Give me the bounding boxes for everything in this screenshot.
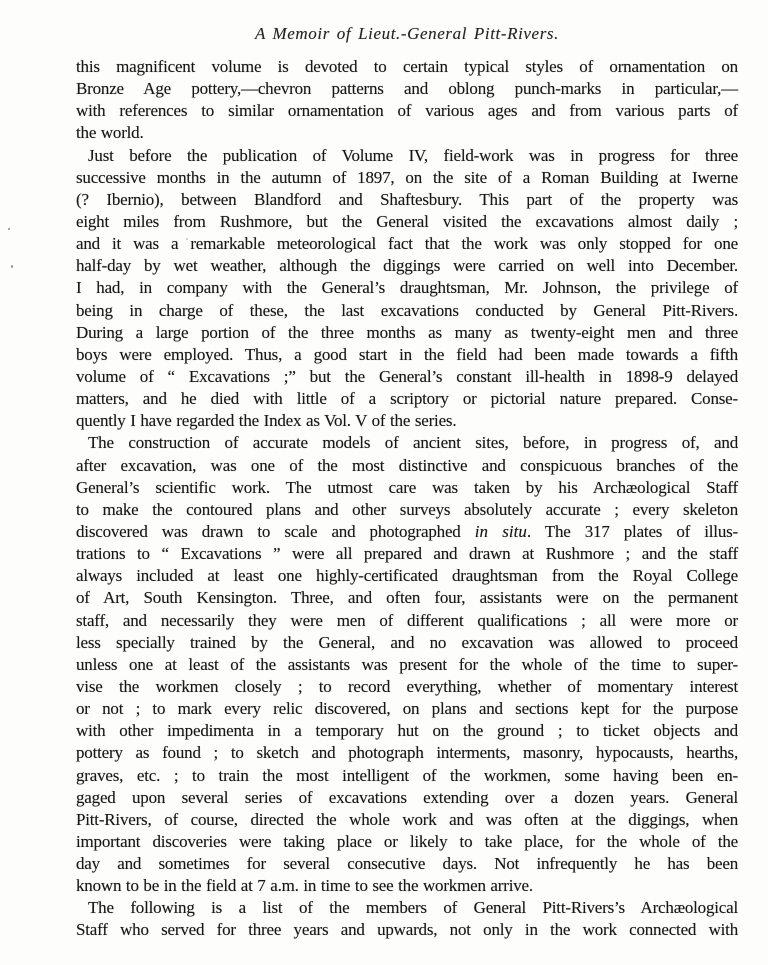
- text-line: Pitt-Rivers, of course, directed the whole work and was often at the diggings, when: [76, 809, 738, 829]
- page-title: A Memoir of Lieut.-General Pitt-Rivers.: [255, 24, 559, 43]
- text-line: of Art, South Kensington. Three, and often four, assistants were on the permanent: [76, 588, 738, 608]
- text-line: Staff who served for three years and upwards, not only in the work connected with: [76, 920, 738, 940]
- text-line: with other impedimenta in a temporary hut on the ground ; to ticket objects and: [76, 721, 738, 741]
- text-line: discovered was drawn to scale and photographed in situ. The 317 plates of illus-: [76, 521, 738, 541]
- text-line: staff, and necessarily they were men of different qualifications ; all were more or: [76, 610, 738, 630]
- text-line: known to be in the field at 7 a.m. in time to see the workmen arrive.: [76, 876, 533, 896]
- text-line: I had, in company with the General’s draughtsman, Mr. Johnson, the privilege of: [76, 278, 738, 298]
- text-line: (? Ibernio), between Blandford and Shaftesbury. This part of the property was: [76, 189, 738, 209]
- text-line: Just before the publication of Volume IV, field-work was in progress for three: [88, 145, 738, 165]
- text-line: quently I have regarded the Index as Vol. V of the series.: [76, 411, 457, 431]
- text-line: trations to “ Excavations ” were all prepared and drawn at Rushmore ; and the staff: [76, 544, 738, 564]
- text-line: less specially trained by the General, and no excavation was allowed to proceed: [76, 632, 738, 652]
- text-line: eight miles from Rushmore, but the General visited the excavations almost daily ;: [76, 211, 738, 231]
- text-line: vise the workmen closely ; to record everything, whether of momentary interest: [76, 676, 738, 696]
- text-line: The following is a list of the members of General Pitt-Rivers’s Archæological: [88, 898, 738, 918]
- text-line: General’s scientific work. The utmost care was taken by his Archæological Staff: [76, 477, 738, 497]
- text-line: day and sometimes for several consecutive days. Not infrequently he has been: [76, 854, 738, 874]
- text-line: volume of “ Excavations ;” but the General’s constant ill-health in 1898-9 delayed: [76, 366, 738, 386]
- text-line: or not ; to mark every relic discovered, on plans and sections kept for the purpose: [76, 699, 738, 719]
- text-line: matters, and he died with little of a scriptory or pictorial nature prepared. Conse-: [76, 389, 738, 409]
- text-line: being in charge of these, the last excavations conducted by General Pitt-Rivers.: [76, 300, 738, 320]
- text-line: graves, etc. ; to train the most intelligent of the workmen, some having been en-: [76, 765, 738, 785]
- text-line: successive months in the autumn of 1897, on the site of a Roman Building at Iwerne: [76, 167, 738, 187]
- text-line: this magnificent volume is devoted to certain typical styles of ornamentation on: [76, 57, 738, 76]
- text-line: and it was a remarkable meteorological fact that the work was only stopped for one: [76, 234, 738, 254]
- text-line: The construction of accurate models of ancient sites, before, in progress of, and: [88, 433, 738, 453]
- text-line: always included at least one highly-certificated draughtsman from the Royal College: [76, 566, 738, 586]
- text-line: important discoveries were taking place or likely to take place, for the whole of the: [76, 831, 738, 851]
- text-line: unless one at least of the assistants was present for the whole of the time to super-: [76, 654, 738, 674]
- text-line: boys were employed. Thus, a good start in the field had been made towards a fifth: [76, 344, 738, 364]
- text-line: Bronze Age pottery,—chevron patterns and oblong punch-marks in particular,—: [76, 79, 738, 99]
- text-line: half-day by wet weather, although the diggings were carried on well into December.: [76, 256, 738, 276]
- body-text: [76, 56, 738, 942]
- scan-speck: [11, 265, 13, 268]
- text-line: pottery as found ; to sketch and photograph interments, masonry, hypocausts, hearths,: [76, 743, 738, 763]
- text-line: with references to similar ornamentation of various ages and from various parts of: [76, 101, 738, 121]
- text-line: gaged upon several series of excavations extending over a dozen years. General: [76, 787, 738, 807]
- text-line: to make the contoured plans and other surveys absolutely accurate ; every skeleton: [76, 499, 738, 519]
- text-line: after excavation, was one of the most distinctive and conspicuous branches of the: [76, 455, 738, 475]
- text-line: the world.: [76, 123, 144, 143]
- text-line: During a large portion of the three months as many as twenty-eight men and three: [76, 322, 738, 342]
- scan-speck: [8, 228, 10, 230]
